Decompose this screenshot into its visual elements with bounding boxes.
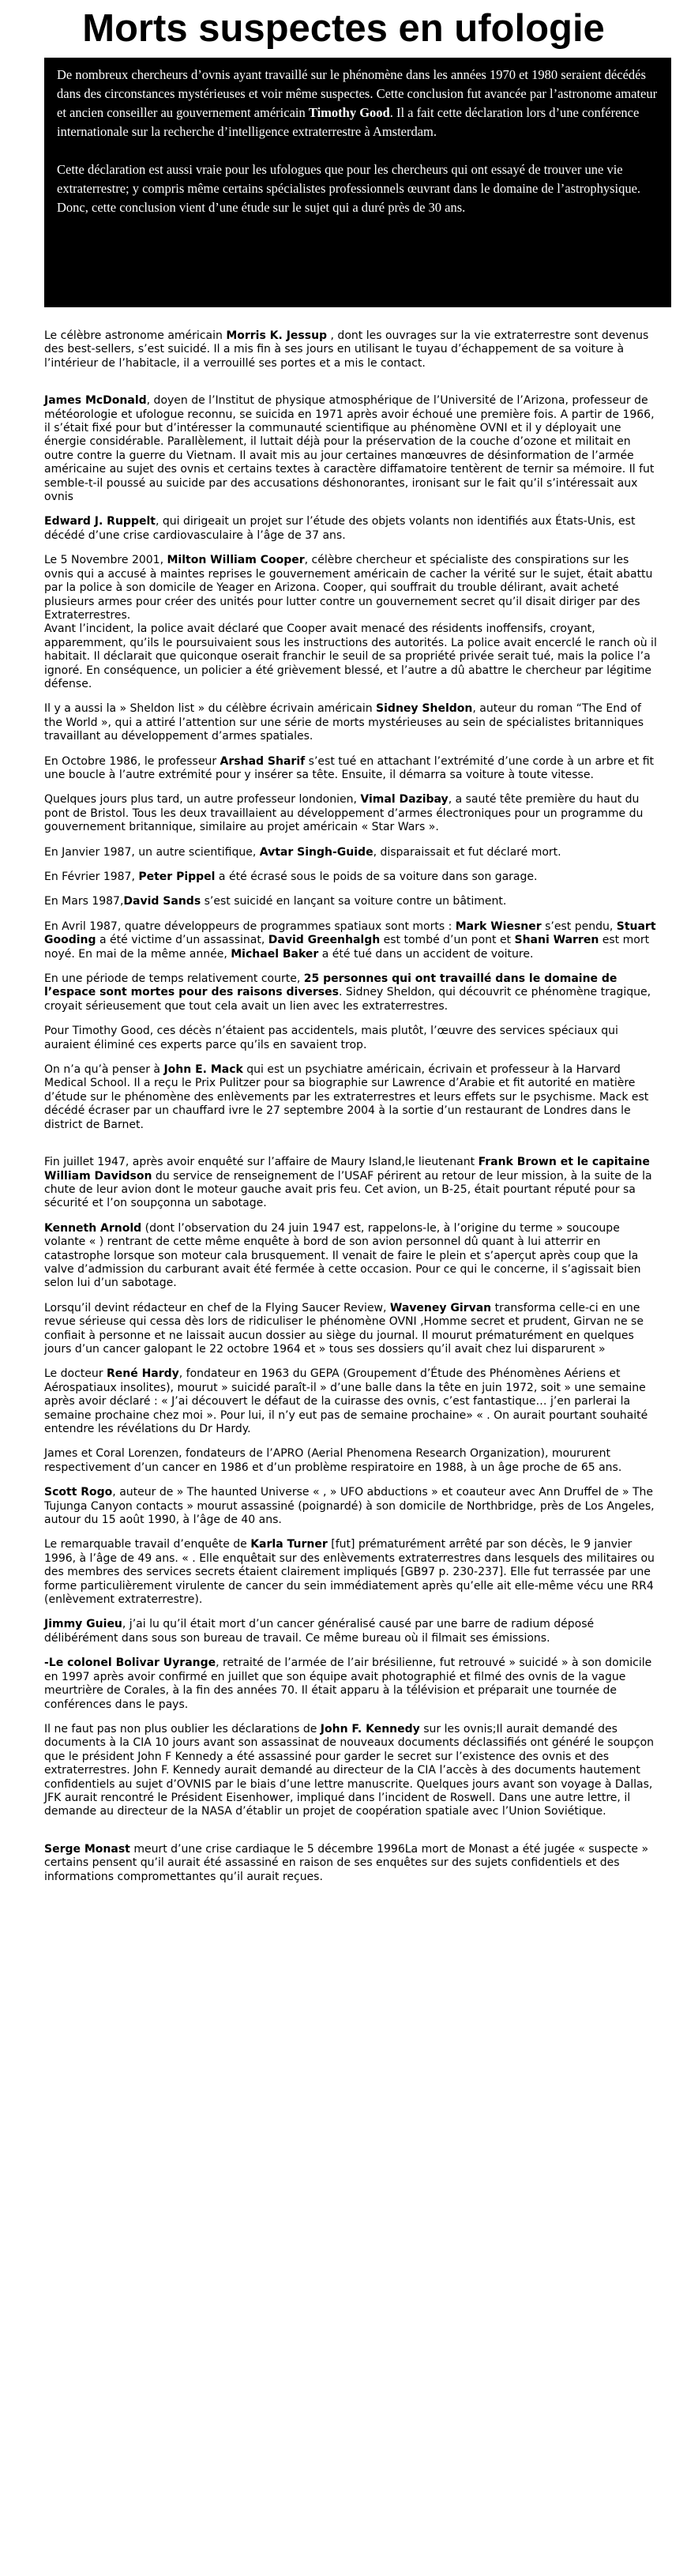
article-paragraph: [44, 793, 660, 834]
text-run: a été victime d’un assassinat,: [96, 934, 268, 947]
text-run: (dont l’observation du 24 juin 1947 est, rappelons-le, à l’origine du terme » soucoupe volante « ) rentrant de cette même enquête à bord de son avion personnel dû quant à lui atterrir en catastrophe lorsque son moteur cala brusquement. Il venait de faire le plein et s’aperçut après coup que la valve d’admission du carburant avait été fermée à cette occasion. Pour ce qui le concerne, il s’agissait bien selon lui d’un sabotage.: [44, 1221, 641, 1290]
text-run: du service de renseignement de l’USAF périrent au retour de leur mission, à la suite de la chute de leur avion dont le moteur gauche avait pris feu. Cet avion, un B-25, était pourtant réputé pour sa sécurité et l’on soupçonna un sabotage.: [44, 1169, 652, 1210]
text-run: s’est suicidé en lançant sa voiture contre un bâtiment.: [201, 895, 507, 908]
text-run: Cette déclaration est aussi vraie pour les ufologues que pour les chercheurs qui ont essayé de trouver une vie extraterrestre; y compris même certains spécialistes professionnels œuvrant dans le domaine de l’astrophysique. Donc, cette conclusion vient d’une étude sur le sujet qui a duré près de 30 ans.: [57, 162, 641, 215]
text-run: est mort noyé. En mai de la même année,: [44, 934, 650, 961]
text-run: s’est tué en attachant l’extrémité d’une corde à un arbre et fit une boucle à l’autre extrémité pour y insérer sa tête. Ensuite, il démarra sa voiture à toute vitesse.: [44, 754, 655, 781]
text-run: Il ne faut pas non plus oublier les déclarations de: [44, 1722, 321, 1736]
text-run: En Février 1987,: [44, 871, 139, 883]
text-run: Fin juillet 1947, après avoir enquêté sur l’affaire de Maury Island,le lieutenant: [44, 1156, 479, 1169]
text-run: , doyen de l’Institut de physique atmosphérique de l’Université de l’Arizona, professeur de météorologie et ufologue reconnu, se suicida en 1971 après avoir échoué une première fois. A partir de 1966, il s’était fixé pour but d’intéresser la communauté scientifique au phénomène OVNI et il y déployait une énergie considérable. Parallèlement, il luttait déjà pour la préservation de la couche d’ozone et militait en outre contre la guerre du Vietnam. Il avait mis au jour certaines manœuvres de désinformation de l’armée américaine au sujet des ovnis et certains textes à caractère diffamatoire tentèrent de ternir sa mémoire. Il fut semble-t-il poussé au suicide par des accusations déshonorantes, ironisant sur le fait qu’il s’intéressait aux ovnis: [44, 394, 655, 504]
article-paragraph: [44, 1447, 660, 1475]
bold-name: Kenneth Arnold: [44, 1221, 142, 1235]
bold-name: John F. Kennedy: [320, 1722, 420, 1736]
text-run: De nombreux chercheurs d’ovnis ayant travaillé sur le phénomène dans les années 1970 et 1980 seraient décédés dans des circonstances mystérieuses et voir même suspectes. Cette conclusion fut avancée par l’astronome amateur et ancien conseiller au gouvernement américain: [57, 67, 658, 120]
bold-name: Shani Warren: [514, 934, 599, 947]
bold-name: René Hardy: [106, 1367, 179, 1381]
bold-name: Timothy Good: [308, 105, 390, 120]
text-run: En Octobre 1986, le professeur: [44, 754, 220, 768]
text-run: meurt d’une crise cardiaque le 5 décembre 1996La mort de Monast a été jugée « suspecte » certains pensent qu’il aurait été assassiné en raison de ses enquêtes sur des sujets confidentiels et des informations compromettantes qu’il aurait reçues.: [44, 1842, 649, 1883]
bold-name: Peter Pippel: [138, 871, 216, 883]
text-run: Quelques jours plus tard, un autre professeur londonien,: [44, 793, 361, 807]
text-run: , j’ai lu qu’il était mort d’un cancer généralisé causé par une barre de radium déposé délibérément dans sous son bureau de travail. Ce même bureau où il filmait ses émissions.: [44, 1618, 595, 1645]
article-paragraph: [44, 920, 660, 961]
text-run: transforma celle-ci en une revue sérieuse qui cessa dès lors de ridiculiser le phénomène OVNI ,Homme secret et prudent, Girvan ne se confiait à personne et ne laissait aucun dossier au siège du journal. Il mourut prématurément en quelques jours d’un cancer galopant le 22 octobre 1964 et » tous ses dossiers qu’il avait chez lui disparurent »: [44, 1301, 644, 1356]
text-run: [fut] prématurément arrêté par son décès, le 9 janvier 1996, à l’âge de 49 ans. « . Elle enquêtait sur des enlèvements extraterrestres dans lesquels des militaires ou des membres des services secrets étaient clairement impliqués [GB97 p. 230-237]. Elle fut terrassée par une forme particulièrement virulente de cancer du sein immédiatement après qu’elle ait elle-même vécu une RR4 (enlèvement extraterrestre).: [44, 1538, 655, 1607]
bold-name: Avtar Singh-Guide: [259, 845, 374, 859]
text-run: a été tué dans un accident de voiture.: [318, 947, 534, 961]
bold-name: Stuart Gooding: [44, 919, 656, 947]
text-run: Le remarquable travail d’enquête de: [44, 1538, 251, 1551]
text-run: s’est pendu,: [541, 919, 617, 933]
article-paragraph: [44, 1156, 660, 1211]
bold-name: -Le colonel Bolivar Uyrange: [44, 1657, 216, 1670]
text-run: , auteur du roman “The End of the World », qui a attiré l’attention sur une série de morts mystérieuses au sein de spécialistes britanniques travaillant au développement d’armes spatiales.: [44, 702, 644, 743]
article-paragraph: [44, 972, 660, 1013]
article-paragraph: [44, 846, 660, 859]
article-paragraph: [44, 1063, 660, 1132]
bold-name: John E. Mack: [163, 1063, 243, 1077]
text-run: Il y a aussi la » Sheldon list » du célèbre écrivain américain: [44, 702, 377, 716]
article-paragraph: [44, 1025, 660, 1052]
article-paragraph: [44, 1618, 660, 1645]
text-run: En Avril 1987, quatre développeurs de programmes spatiaux sont morts :: [44, 919, 456, 933]
bold-name: 25 personnes qui ont travaillé dans le domaine de l’espace sont mortes pour des raisons diverses: [44, 972, 618, 999]
text-run: a été écrasé sous le poids de sa voiture dans son garage.: [215, 871, 538, 883]
bold-name: Morris K. Jessup: [226, 329, 328, 342]
bold-name: Jimmy Guieu: [44, 1618, 122, 1631]
text-run: qui est un psychiatre américain, écrivain et professeur à la Harvard Medical School. Il a reçu le Prix Pulitzer pour sa biographie sur Lawrence d’Arabie et fit autorité en matière d’étude sur le phénomène des enlèvements par les extraterrestres et leurs effets sur le psychisme. Mack est décédé écraser par un chauffard ivre le 27 septembre 2004 à la sortie d’un restaurant de Londres dans le district de Barnet.: [44, 1063, 649, 1131]
text-run: , fondateur en 1963 du GEPA (Groupement d’Étude des Phénomènes Aériens et Aérospatiaux insolites), mourut » suicidé paraît-il » d’une balle dans la tête en juin 1972, soit » une semaine après avoir déclaré : « J’ai découvert le défaut de la cuirasse des ovnis, c’est fantastique… j’en parlerai la semaine prochaine chez moi ». Pour lui, il n’y eut pas de semaine prochaine» « . On aurait pourtant souhaité entendre les révélations du Dr Hardy.: [44, 1367, 648, 1435]
bold-name: Sidney Sheldon: [376, 702, 473, 716]
bold-name: Arshad Sharif: [220, 754, 306, 768]
bold-name: Vimal Dazibay: [360, 793, 449, 807]
article-paragraph: [44, 329, 660, 370]
spacer: [44, 504, 660, 515]
bold-name: Karla Turner: [250, 1538, 328, 1551]
bold-name: Serge Monast: [44, 1842, 130, 1856]
text-run: Pour Timothy Good, ces décès n’étaient pas accidentels, mais plutôt, l’œuvre des services spéciaux qui auraient éliminé ces experts parce qu’ils en savaient trop.: [44, 1025, 618, 1051]
bold-name: Edward J. Ruppelt: [44, 515, 156, 528]
article-paragraph: [44, 1538, 660, 1607]
article-paragraph: [44, 871, 660, 884]
article-paragraph: [44, 1723, 660, 1819]
text-run: , auteur de » The haunted Universe « , » UFO abductions » et coauteur avec Ann Druffel de » The Tujunga Canyon contacts » mourut assassiné (poignardé) à son domicile de Northbridge, près de Los Angeles, autour du 15 août 1990, à l’âge de 40 ans.: [44, 1486, 655, 1527]
text-run: , qui dirigeait un projet sur l’étude des objets volants non identifiés aux États-Unis, est décédé d’une crise cardiovasculaire à l’âge de 37 ans.: [44, 515, 636, 542]
bold-name: David Greenhalgh: [268, 934, 381, 947]
article-paragraph: [44, 895, 660, 908]
text-run: , retraité de l’armée de l’air brésilienne, fut retrouvé » suicidé » à son domicile en 1997 après avoir confirmé en juillet que son équipe avait photographié et filmé des ovnis de la vague meurtrière de Corales, à la fin des années 70. Il était apparu à la télévision et préparait une tournée de conférences dans le pays.: [44, 1657, 652, 1711]
text-run: , disparaissait et fut déclaré mort.: [373, 845, 561, 859]
text-run: est tombé d’un pont et: [380, 934, 515, 947]
text-run: . Sidney Sheldon, qui découvrit ce phénomène tragique, croyait sérieusement que tout cela avait un lien avec les extraterrestres.: [44, 986, 651, 1013]
text-run: Lorsqu’il devint rédacteur en chef de la Flying Saucer Review,: [44, 1301, 390, 1314]
text-run: Le docteur: [44, 1367, 107, 1381]
bold-name: Frank Brown et le capitaine William Davidson: [44, 1156, 650, 1183]
bold-name: Waveney Girvan: [389, 1301, 492, 1314]
article-paragraph: [44, 1843, 660, 1884]
text-run: En une période de temps relativement courte,: [44, 972, 304, 986]
text-run: James et Coral Lorenzen, fondateurs de l’APRO (Aerial Phenomena Research Organization), moururent respectivement d’un cancer en 1986 et d’un problème respiratoire en 1988, à un âge proche de 65 ans.: [44, 1447, 622, 1474]
text-run: En Janvier 1987, un autre scientifique,: [44, 845, 260, 859]
article-paragraph: [44, 554, 660, 622]
intro-paragraph: [57, 66, 662, 141]
text-run: , célèbre chercheur et spécialiste des conspirations sur les ovnis qui a accusé à maintes reprises le gouvernement américain de cacher la vérité sur le sujet, était abattu par la police à son domicile de Yeager en Arizona. Cooper, qui souffrait du trouble délirant, avait acheté plusieurs armes pour créer des unités pour lutter contre un gouvernement secret qu’il disait diriger par des Extraterrestres.: [44, 554, 653, 622]
article-paragraph: [44, 1657, 660, 1712]
text-run: sur les ovnis;Il aurait demandé des documents à la CIA 10 jours avant son assassinat de nouveaux documents déclassifiés ont généré le soupçon que le président John F Kennedy a été assassiné pour garder le secret sur l’existence des ovnis et des extraterrestres. John F. Kennedy aurait demandé au directeur de la CIA l’accès à des documents hautement confidentiels au sujet d’OVNIS par le biais d’une lettre manuscrite. Quelques jours avant son voyage à Dallas, JFK aurait rencontré le Président Eisenhower, impliqué dans l’incident de Roswell. Dans une autre lettre, il demande au directeur de la NASA d’établir un projet de coopération spatiale avec l’Union Soviétique.: [44, 1722, 655, 1818]
article-paragraph: [44, 1222, 660, 1291]
bold-name: Mark Wiesner: [455, 919, 542, 933]
article-paragraph: [44, 702, 660, 743]
text-run: , a sauté tête première du haut du pont de Bristol. Tous les deux travaillaient au développement d’armes électroniques pour un programme du gouvernement britannique, similaire au projet américain « Star Wars ».: [44, 793, 644, 834]
text-run: En Mars 1987,: [44, 895, 124, 908]
article-body: [44, 329, 660, 1884]
intro-paragraph: [57, 160, 662, 217]
page-title: Morts suspectes en ufologie: [82, 7, 605, 50]
text-run: . Il a fait cette déclaration lors d’une conférence internationale sur la recherche d’intelligence extraterrestre à Amsterdam.: [57, 105, 640, 139]
article-paragraph: [44, 394, 660, 504]
bold-name: James McDonald: [44, 394, 147, 408]
text-run: On n’a qu’à penser à: [44, 1063, 164, 1077]
text-run: Avant l’incident, la police avait déclaré que Cooper avait menacé des résidents inoffensifs, croyant, apparemment, qu’ils le poursuivaient sous les instructions des autorités. La police avait encerclé le ranch où il habitait. Il déclarait que quiconque oserait franchir le seuil de sa propriété privée serait tué, mais la police l’a ignoré. En conséquence, un policier a été grièvement blessé, et l’autre a dû abattre le chercheur par légitime défense.: [44, 622, 657, 690]
bold-name: David Sands: [123, 895, 201, 908]
article-paragraph: [44, 1486, 660, 1527]
article-paragraph: [44, 1367, 660, 1436]
article-paragraph: [44, 1302, 660, 1357]
text-run: , dont les ouvrages sur la vie extraterrestre sont devenus des best-sellers, s’est suicidé. Il a mis fin à ses jours en utilisant le tuyau d’échappement de sa voiture à l’intérieur de l’habitacle, il a verrouillé ses portes et a mis le contact.: [44, 329, 649, 370]
intro-box: [44, 58, 671, 307]
article-paragraph: [44, 755, 660, 783]
article-paragraph: [44, 515, 660, 543]
text-run: Le célèbre astronome américain: [44, 329, 227, 342]
text-run: Le 5 Novembre 2001,: [44, 554, 167, 567]
bold-name: Milton William Cooper: [167, 554, 305, 567]
bold-name: Michael Baker: [231, 947, 319, 961]
article-paragraph: [44, 622, 660, 691]
bold-name: Scott Rogo: [44, 1486, 113, 1499]
